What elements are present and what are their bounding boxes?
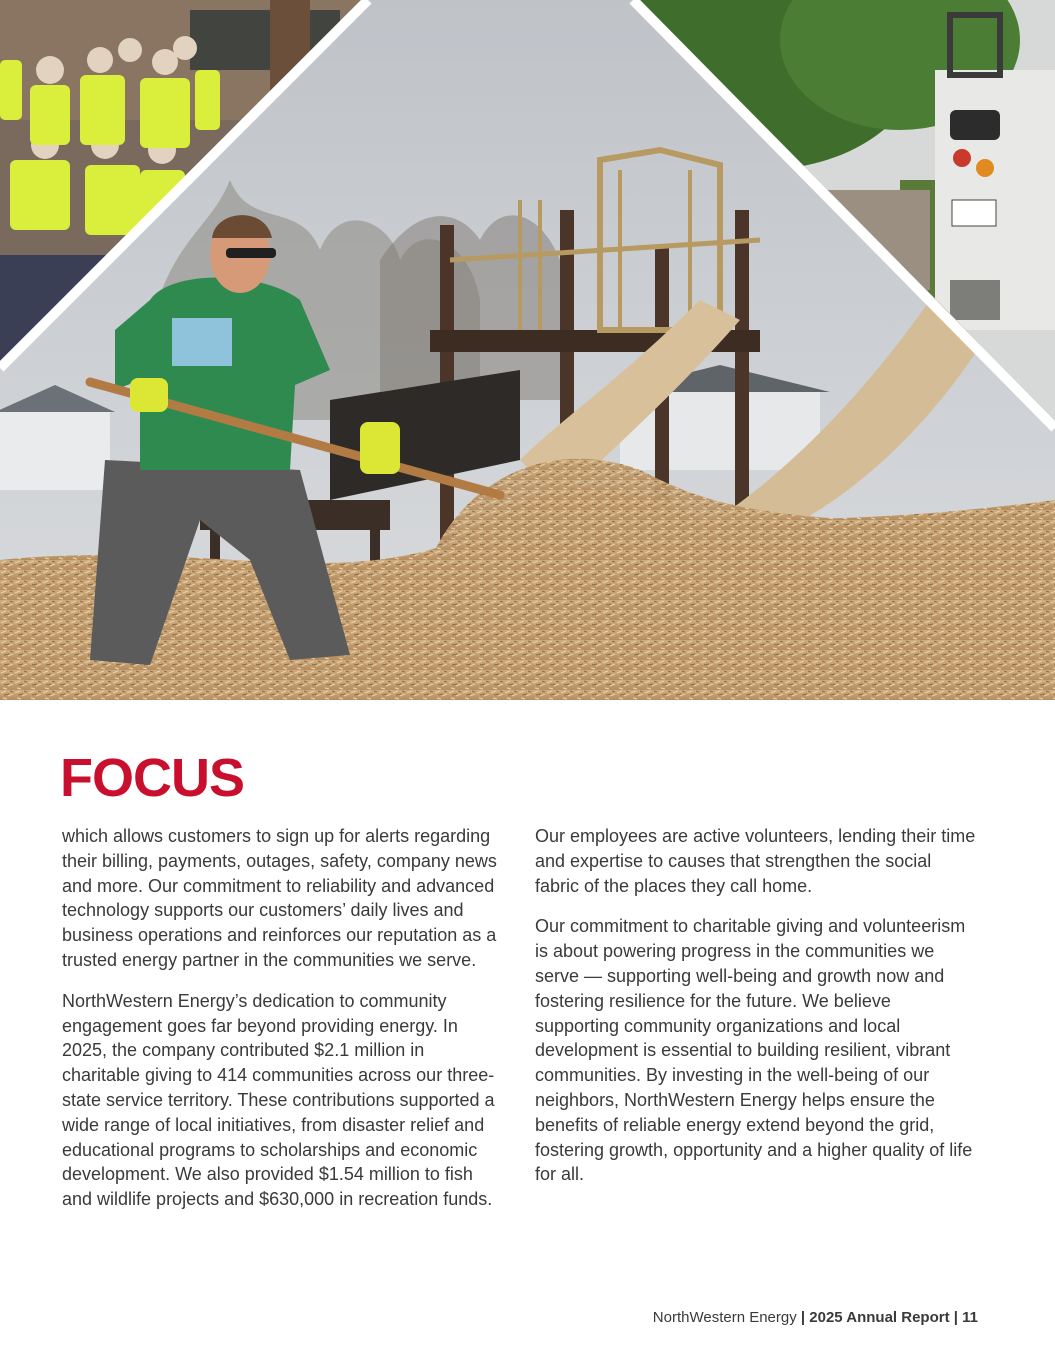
right-text-column xyxy=(535,824,977,1203)
left-text-column xyxy=(62,824,504,1228)
body-paragraph: NorthWestern Energy’s dedication to community engagement goes far beyond providing energy. In 2025, the company contributed $2.1 million in charitable giving to 414 communities across our three-state service territory. These contributions supported a wide range of local initiatives, from disaster relief and educational programs to scholarships and economic development. We also provided $1.54 million to fish and wildlife projects and $630,000 in recreation funds. xyxy=(62,990,495,1210)
footer-report-title: 2025 Annual Report xyxy=(809,1309,950,1326)
body-paragraph: Our commitment to charitable giving and volunteerism is about powering progress in the communities we serve — supporting well-being and growth now and fostering resilience for the future. We believe supporting community organizations and local development is essential to building resilient, vibrant communities. By investing in the well-being of our neighbors, NorthWestern Energy helps ensure the benefits of reliable energy extend beyond the grid, fostering growth, opportunity and a higher quality of life for all. xyxy=(535,916,973,1185)
footer-company: NorthWestern Energy xyxy=(652,1309,797,1326)
section-title: FOCUS xyxy=(60,748,244,808)
footer-separator: | xyxy=(949,1309,963,1326)
page-number: 11 xyxy=(962,1309,978,1326)
footer-separator: | xyxy=(796,1309,810,1326)
body-paragraph: which allows customers to sign up for alerts regarding their billing, payments, outages, safety, company news and more. Our commitment to reliability and advanced technology supports our customers’ daily lives and business operations and reinforces our reputation as a trusted energy partner in the communities we serve. xyxy=(62,826,497,970)
page-footer xyxy=(653,1309,978,1326)
body-paragraph: Our employees are active volunteers, lending their time and expertise to causes that strengthen the social fabric of the places they call home. xyxy=(535,826,976,896)
